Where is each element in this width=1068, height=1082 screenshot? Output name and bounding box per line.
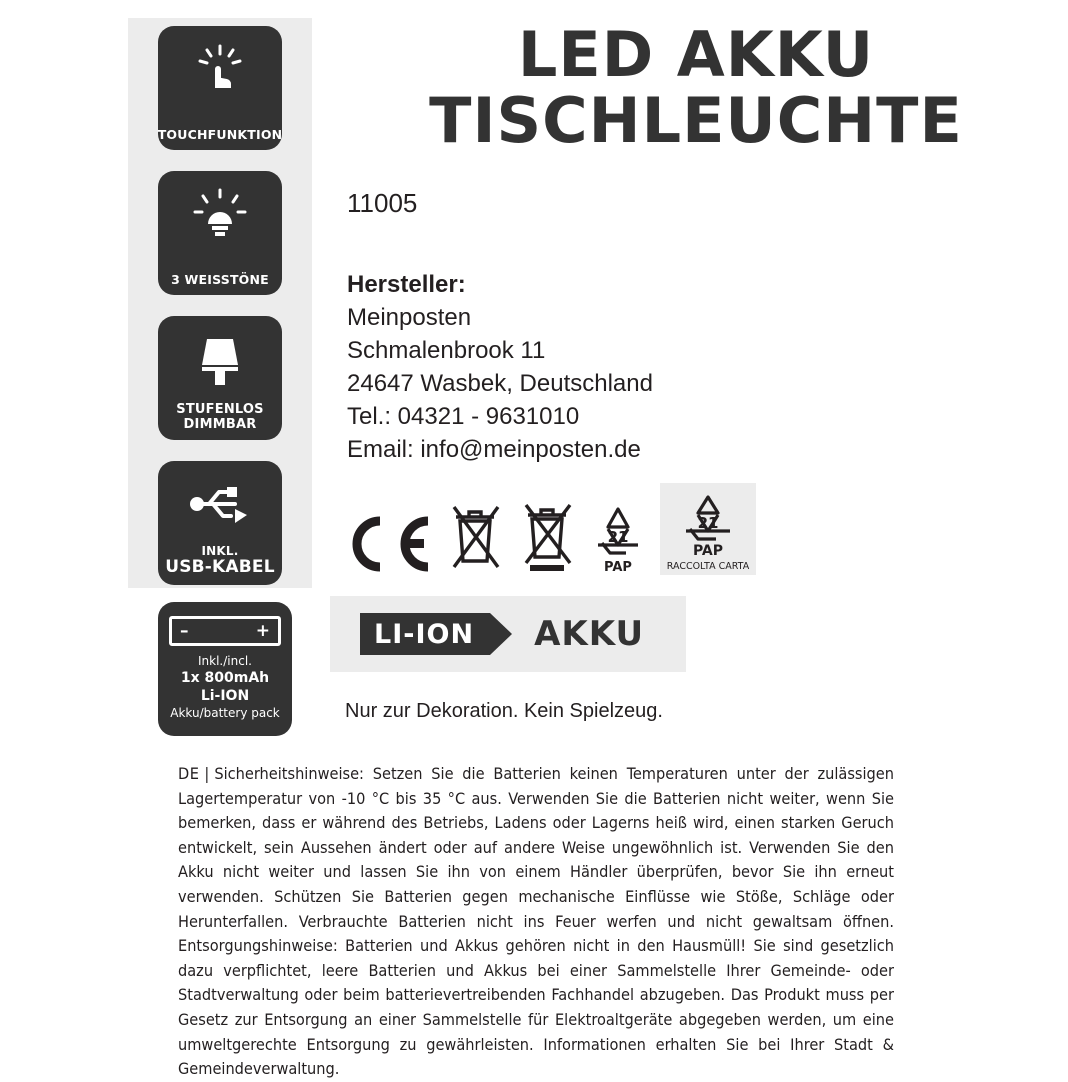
manufacturer-heading: Hersteller: — [347, 271, 466, 298]
raccolta-carta-icon — [660, 483, 756, 580]
battery-minus: – — [180, 620, 189, 641]
lamp-shining-icon — [158, 183, 282, 245]
li-ion-akku-bar — [330, 596, 686, 672]
badge-label-line2: USB-KABEL — [165, 557, 275, 577]
touch-hand-icon — [158, 38, 282, 100]
battery-plus: + — [255, 620, 270, 641]
page-title-line1: LED AKKU — [517, 18, 875, 91]
decoration-note: Nur zur Dekoration. Kein Spielzeug. — [345, 700, 663, 722]
compliance-symbols — [340, 484, 756, 580]
ce-mark-icon — [340, 513, 432, 580]
safety-instructions — [178, 762, 894, 1082]
table-lamp-icon — [158, 328, 282, 390]
akku-word: AKKU — [534, 614, 645, 654]
manufacturer-phone: Tel.: 04321 - 9631010 — [347, 403, 580, 430]
feature-badge-column — [158, 26, 292, 606]
manufacturer-block — [347, 268, 653, 466]
badge-label: 3 WEISSTÖNE — [171, 272, 269, 287]
battery-icon — [169, 616, 281, 646]
svg-text:RACCOLTA CARTA: RACCOLTA CARTA — [666, 561, 750, 572]
badge-usb-kabel — [158, 461, 282, 585]
badge-label: TOUCHFUNKTION — [157, 127, 283, 142]
manufacturer-city: 24647 Wasbek, Deutschland — [347, 370, 653, 397]
badge-stufenlos-dimmbar — [158, 316, 282, 440]
weee-crossed-bin-bar-icon — [518, 501, 576, 580]
pap-21-recycling-icon — [590, 501, 646, 580]
usb-icon — [158, 473, 282, 535]
battery-line-3: Li-ION — [200, 688, 250, 704]
safety-text: Sicherheitshinweise: Setzen Sie die Batterien keinen Temperaturen unter der zulässigen Lagertemperatur von -10 °C bis 35 °C aus. Verwenden Sie die Batterien nicht weiter, wenn Sie bemerken, dass er während des Betriebs, Ladens oder Lagerns heiß wird, einen starken Geruch entwickelt, sein Aussehen ändert oder auf andere Weise ungewöhnlich ist. Verwenden Sie den Akku nicht weiter und lassen Sie ihn von einem Händler überprüfen, bevor Sie ihn erneut verwenden. Schützen Sie Batterien gegen mechanische Einflüsse wie Stöße, Schläge oder Herunterfallen. Verbrauchte Batterien nicht ins Feuer werfen und nicht gewaltsam öffnen. Entsorgungshinweise: Batterien und Akkus gehören nicht in den Hausmüll! Sie sind gesetzlich dazu verpflichtet, leere Batterien und Akkus bei einer Sammelstelle Ihrer Gemeinde- oder Stadtverwaltung oder beim batterievertreibenden Fachhandel abzugeben. Das Produkt muss per Gesetz zur Entsorgung an einer Sammelstelle für Elektroaltgeräte abgegeben werden, um eine umweltgerechte Entsorgung zu gewährleisten. Informationen erhalten Sie bei Ihrer Stadt & Gemeindeverwaltung. — [178, 764, 894, 1079]
safety-language-code: DE — [178, 764, 200, 783]
svg-text:21: 21 — [697, 514, 719, 532]
badge-touchfunktion — [158, 26, 282, 150]
pap-code: 21 — [607, 528, 629, 546]
badge-label-line1: INKL. — [201, 544, 239, 558]
badge-label-line2: DIMMBAR — [183, 417, 257, 432]
battery-line-2: 1x 800mAh — [180, 670, 270, 686]
badge-weisstoene — [158, 171, 282, 295]
article-number: 11005 — [347, 188, 418, 218]
manufacturer-street: Schmalenbrook 11 — [347, 337, 546, 364]
manufacturer-email: Email: info@meinposten.de — [347, 436, 641, 463]
safety-divider: | — [204, 764, 210, 783]
page-title-line2: TISCHLEUCHTE — [429, 84, 963, 157]
weee-crossed-bin-icon — [446, 501, 504, 580]
battery-line-4: Akku/battery pack — [170, 706, 280, 720]
li-ion-chip: LI-ION — [360, 613, 490, 655]
page-title — [346, 18, 1046, 157]
badge-label-line1: STUFENLOS — [176, 402, 264, 417]
battery-line-1: Inkl./incl. — [198, 654, 252, 668]
svg-text:PAP: PAP — [604, 560, 632, 575]
svg-text:PAP: PAP — [692, 543, 724, 559]
badge-battery-pack — [158, 602, 292, 736]
manufacturer-name: Meinposten — [347, 304, 472, 331]
